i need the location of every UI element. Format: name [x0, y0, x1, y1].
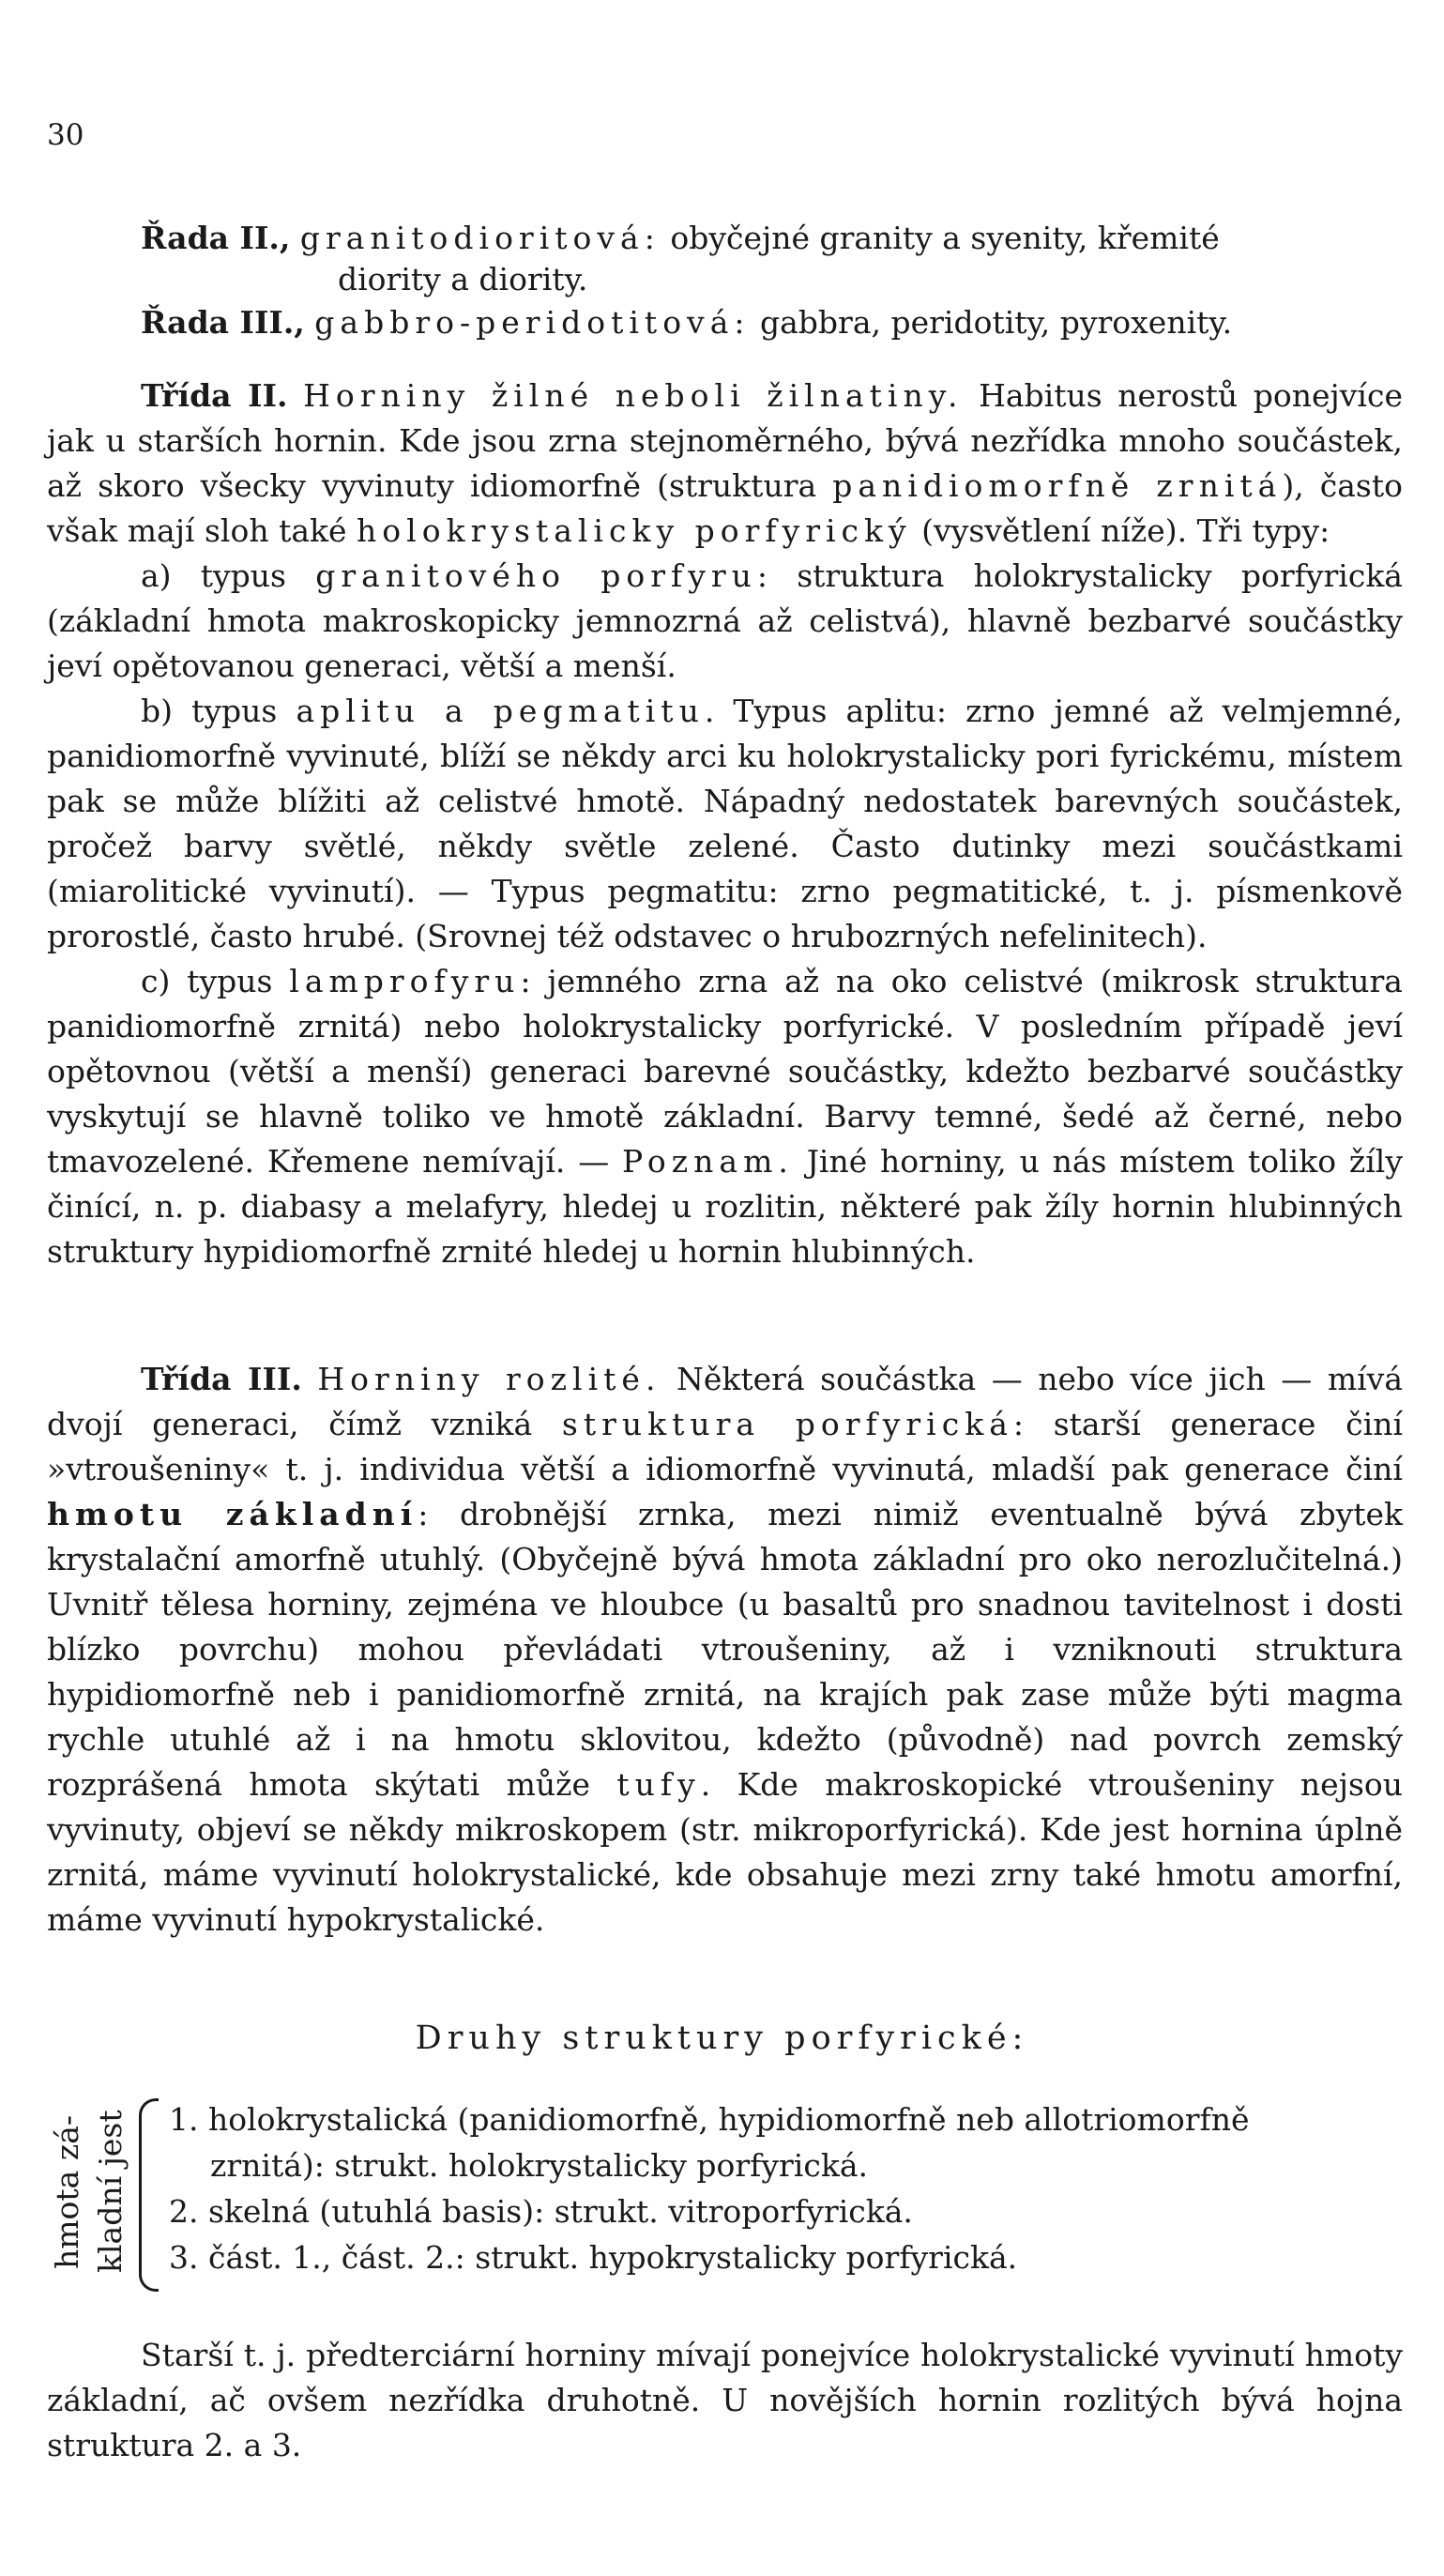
class-3-term-1: struktura porfyrická	[561, 1406, 1013, 1442]
series-3	[141, 302, 1403, 343]
class-3-text-3: : drobnější zrnka, mezi nimiž eventualně bývá zbytek krystalační amorfně utuhlý. (Obyčejně bývá hmota základní pro oko nerozlučitelná.) Uvnitř tělesa horniny, zejména ve hloubce (u basaltů pro snadnou tavitelnost i dosti blízko povrchu) mohou převládati vtroušeniny, až i vzniknouti struktura hypidiomorfně neb i panidiomorfně zrnitá, na krajích pak zase může býti magma rychle utuhlé až i na hmotu sklovitou, kdežto (původně) nad povrch zemský rozprášená hmota skýtati může	[47, 1496, 1403, 1803]
structure-1-cont: zrnitá): strukt. holokrystalicky porfyrická.	[210, 2147, 868, 2184]
final-paragraph: Starší t. j. předterciární horniny mívají ponejvíce holokrystalické vyvinutí hmoty základní, ač ovšem nezřídka druhotně. U novějších hornin rozlitých bývá hojna struktura 2. a 3.	[47, 2337, 1403, 2463]
type-c-note-label: Poznam.	[622, 1143, 794, 1180]
class-3-text-1: Některá součástka — nebo více jich — mívá dvojí generaci, čímž vzniká	[47, 1361, 1403, 1442]
class-2-intro	[47, 373, 1403, 554]
class-3-term-2: hmotu základní	[47, 1496, 418, 1532]
class-3-text-2: : starší generace činí »vtroušeniny« t. j. individua větší a idiomorfně vyvinutá, mladší pak generace činí	[47, 1406, 1403, 1487]
type-c-text-2: Jiné horniny, u nás místem toliko žíly činící, n. p. diabasy a melafyry, hledej u rozlitin, některé pak žíly hornin hlubinných struktury hypidiomorfně zrnité hledej u hornin hlubinných.	[47, 1143, 1404, 1270]
structures-heading: Druhy struktury porfyrické:	[415, 2020, 1029, 2057]
class-2-text-3: (vysvětlení níže). Tři typy:	[921, 512, 1330, 549]
class-3-title: Horniny rozlité.	[317, 1361, 661, 1397]
list-item	[169, 2234, 1403, 2280]
structure-3-text: 3. část. 1., část. 2.: strukt. hypokrystalicky porfyrická.	[169, 2239, 1018, 2276]
series-2-text: obyčejné granity a syenity, křemité	[670, 220, 1220, 256]
series-2	[141, 218, 1403, 300]
list-item	[169, 2188, 1403, 2234]
class-3-section	[47, 1357, 1403, 1943]
class-3-text-4: . Kde makroskopické vtroušeniny nejsou vyvinuty, objeví se někdy mikroskopem (str. mikroporfyrická). Kde jest hornina úplně zrnitá, máme vyvinutí holokrystalické, kde obsahuje mezi zrny také hmotu amorfní, máme vyvinutí hypokrystalické.	[47, 1766, 1403, 1938]
page-number: 30	[47, 118, 84, 152]
structure-2-text: 2. skelná (utuhlá basis): strukt. vitroporfyrická.	[169, 2193, 913, 2230]
class-2-term-1: panidiomorfně zrnitá	[832, 467, 1283, 504]
class-2-text-2: ), často však mají sloh také	[47, 467, 1403, 549]
class-2-label: Třída II.	[141, 377, 288, 414]
class-3-label: Třída III.	[141, 1361, 302, 1397]
structure-1-text: 1. holokrystalická (panidiomorfně, hypidiomorfně neb allotriomorfně	[169, 2101, 1250, 2138]
type-b-term: aplitu a pegmatitu	[296, 693, 705, 729]
side-label-1: hmota zá-	[49, 2114, 85, 2269]
type-b-prefix: b) typus	[141, 693, 278, 729]
class-2-term-2: holokrystalicky porfyrický	[357, 512, 912, 549]
series-2-name: granitodioritová:	[299, 220, 661, 256]
series-2-cont: diority a diority.	[338, 261, 588, 297]
type-a	[47, 554, 1403, 689]
type-a-prefix: a) typus	[141, 557, 286, 594]
type-a-term: granitového porfyru	[315, 557, 757, 594]
class-2-title: Horniny žilné neboli žilnatiny.	[303, 377, 964, 414]
series-3-label: Řada III.,	[141, 304, 305, 341]
series-3-text: gabbra, peridotity, pyroxenity.	[760, 304, 1233, 341]
type-b	[47, 689, 1403, 959]
type-c-prefix: c) typus	[141, 963, 273, 999]
curly-brace	[139, 2098, 159, 2292]
side-label-2: kladní jest	[92, 2110, 129, 2274]
type-c	[47, 959, 1403, 1274]
type-b-text: . Typus aplitu: zrno jemné až velmjemné, panidiomorfně vyvinuté, blíží se někdy arci ku holokrystalicky pori fyrickému, místem pak se může blížiti až celistvé hmotě. Nápadný nedostatek barevných součástek, pročež barvy světlé, někdy světle zelené. Často dutinky mezi součástkami (miarolitické vyvinutí). — Typus pegmatitu: zrno pegmatitické, t. j. písmenkově prorostlé, často hrubé. (Srovnej též odstavec o hrubozrných nefelinitech).	[47, 693, 1403, 954]
type-c-text-1: : jemného zrna až na oko celistvé (mikrosk struktura panidiomorfně zrnitá) nebo holokrystalicky porfyrické. V posledním případě jeví opětovnou (větší a menší) generaci barevné součástky, kdežto bezbarvé součástky vyskytují se hlavně toliko ve hmotě základní. Barvy temné, šedé až černé, nebo tmavozelené. Křemene nemívají. —	[47, 963, 1403, 1180]
series-3-name: gabbro-peridotitová:	[314, 304, 751, 341]
series-2-label: Řada II.,	[141, 220, 291, 256]
class-3-term-3: tufy	[616, 1766, 701, 1803]
list-item	[169, 2096, 1403, 2188]
type-c-term: lamprofyru	[289, 963, 521, 999]
class-3-paragraph	[47, 1357, 1403, 1943]
structures-list	[169, 2096, 1403, 2280]
type-a-text: : struktura holokrystalicky porfyrická (základní hmota makroskopicky jemnozrná až celistvá), hlavně bezbarvé součástky jeví opětovanou generaci, větší a menší.	[47, 557, 1403, 684]
class-2-section	[47, 373, 1403, 1274]
class-2-text-1: Habitus nerostů ponejvíce jak u starších hornin. Kde jsou zrna stejnoměrného, bývá nezřídka mnoho součástek, až skoro všecky vyvinuty idiomorfně (struktura	[47, 377, 1403, 504]
structures-table	[47, 2091, 1403, 2293]
